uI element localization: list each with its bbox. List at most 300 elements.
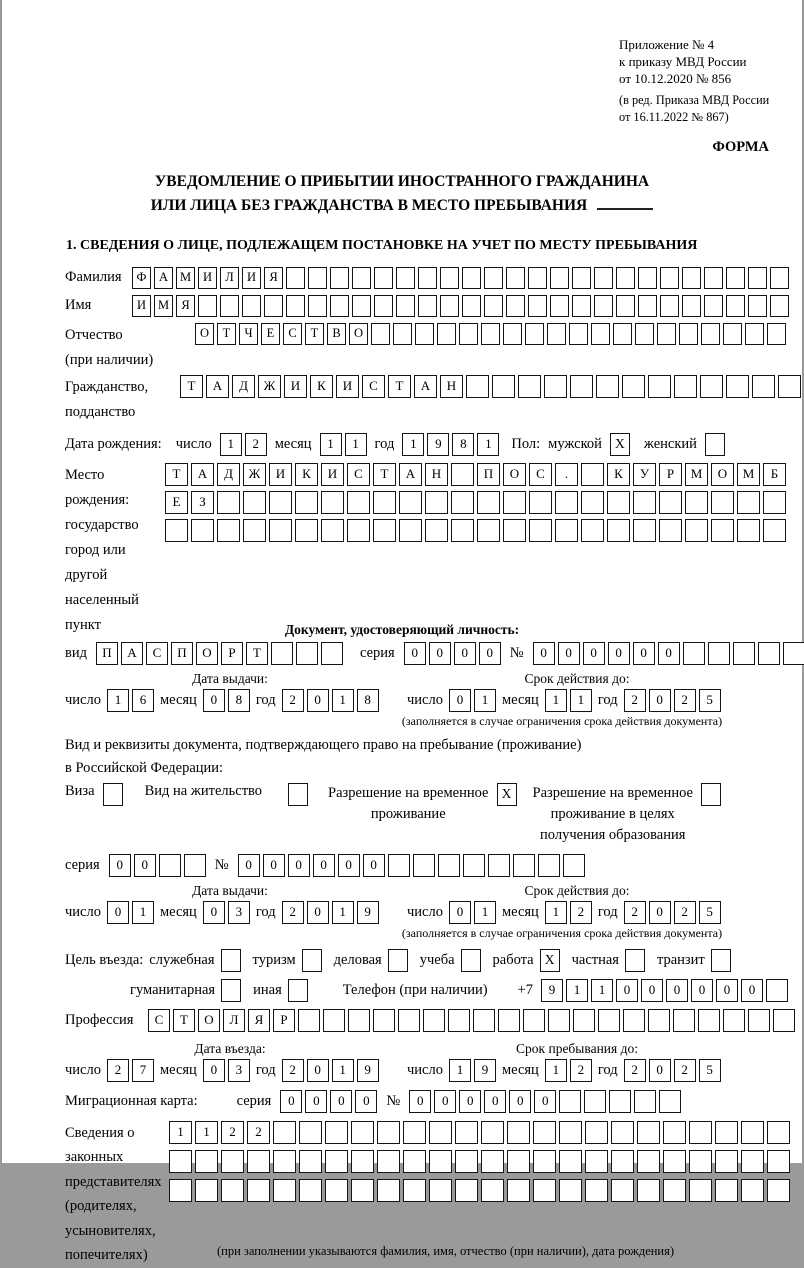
residence-permit-checkbox[interactable] <box>288 783 308 806</box>
char-box[interactable] <box>159 854 181 877</box>
identity-kind-input[interactable] <box>96 642 343 665</box>
char-box[interactable]: 1 <box>449 1059 471 1082</box>
char-box[interactable] <box>533 1150 556 1173</box>
char-box[interactable]: 1 <box>591 979 613 1002</box>
char-box[interactable] <box>429 1150 452 1173</box>
char-box[interactable] <box>351 1179 374 1202</box>
char-box[interactable]: 0 <box>429 642 451 665</box>
char-box[interactable]: 2 <box>570 1059 592 1082</box>
entry-month[interactable] <box>203 1059 250 1082</box>
char-box[interactable] <box>477 491 500 514</box>
purpose-option-checkbox[interactable] <box>711 949 731 972</box>
char-box[interactable] <box>555 519 578 542</box>
char-box[interactable]: 2 <box>221 1121 244 1144</box>
char-box[interactable]: Д <box>232 375 255 398</box>
char-box[interactable] <box>609 1090 631 1113</box>
char-box[interactable]: 0 <box>583 642 605 665</box>
char-box[interactable]: Л <box>223 1009 245 1032</box>
char-box[interactable] <box>481 1150 504 1173</box>
char-box[interactable]: Е <box>165 491 188 514</box>
char-box[interactable]: 0 <box>330 1090 352 1113</box>
char-box[interactable] <box>679 323 698 345</box>
char-box[interactable] <box>767 1150 790 1173</box>
char-box[interactable] <box>488 854 510 877</box>
char-box[interactable] <box>708 642 730 665</box>
char-box[interactable] <box>689 1121 712 1144</box>
char-box[interactable] <box>462 267 481 289</box>
stay-day[interactable] <box>449 1059 496 1082</box>
char-box[interactable] <box>591 323 610 345</box>
char-box[interactable]: 1 <box>474 689 496 712</box>
char-box[interactable] <box>506 267 525 289</box>
char-box[interactable] <box>169 1179 192 1202</box>
char-box[interactable]: З <box>191 491 214 514</box>
char-box[interactable] <box>373 491 396 514</box>
char-box[interactable]: С <box>146 642 168 665</box>
char-box[interactable]: 0 <box>484 1090 506 1113</box>
char-box[interactable] <box>528 295 547 317</box>
char-box[interactable] <box>473 1009 495 1032</box>
char-box[interactable] <box>455 1121 478 1144</box>
char-box[interactable]: М <box>737 463 760 486</box>
char-box[interactable] <box>596 375 619 398</box>
char-box[interactable]: С <box>362 375 385 398</box>
char-box[interactable] <box>569 323 588 345</box>
stay-month[interactable] <box>545 1059 592 1082</box>
char-box[interactable] <box>737 519 760 542</box>
char-box[interactable]: И <box>321 463 344 486</box>
char-box[interactable]: А <box>414 375 437 398</box>
char-box[interactable]: 0 <box>641 979 663 1002</box>
entry-day[interactable] <box>107 1059 154 1082</box>
char-box[interactable] <box>498 1009 520 1032</box>
char-box[interactable]: 0 <box>355 1090 377 1113</box>
char-box[interactable]: 0 <box>307 1059 329 1082</box>
char-box[interactable]: 0 <box>307 901 329 924</box>
char-box[interactable]: . <box>555 463 578 486</box>
char-box[interactable] <box>184 854 206 877</box>
char-box[interactable] <box>484 295 503 317</box>
char-box[interactable]: 5 <box>699 1059 721 1082</box>
char-box[interactable] <box>507 1179 530 1202</box>
char-box[interactable]: 9 <box>474 1059 496 1082</box>
char-box[interactable] <box>347 519 370 542</box>
char-box[interactable] <box>559 1150 582 1173</box>
char-box[interactable] <box>399 491 422 514</box>
char-box[interactable]: 0 <box>608 642 630 665</box>
char-box[interactable] <box>559 1179 582 1202</box>
char-box[interactable] <box>529 491 552 514</box>
char-box[interactable] <box>548 1009 570 1032</box>
char-box[interactable]: 2 <box>282 689 304 712</box>
birthplace-row2-input[interactable] <box>165 491 786 514</box>
char-box[interactable] <box>321 519 344 542</box>
char-box[interactable] <box>663 1121 686 1144</box>
char-box[interactable]: Т <box>165 463 188 486</box>
char-box[interactable] <box>321 642 343 665</box>
char-box[interactable] <box>711 491 734 514</box>
char-box[interactable] <box>507 1150 530 1173</box>
char-box[interactable]: П <box>171 642 193 665</box>
char-box[interactable]: 0 <box>404 642 426 665</box>
char-box[interactable]: 2 <box>674 689 696 712</box>
char-box[interactable] <box>373 1009 395 1032</box>
char-box[interactable]: 1 <box>402 433 424 456</box>
char-box[interactable] <box>715 1179 738 1202</box>
char-box[interactable]: К <box>310 375 333 398</box>
char-box[interactable] <box>451 519 474 542</box>
char-box[interactable] <box>413 854 435 877</box>
char-box[interactable] <box>637 1150 660 1173</box>
char-box[interactable] <box>351 1121 374 1144</box>
char-box[interactable] <box>507 1121 530 1144</box>
char-box[interactable] <box>559 1121 582 1144</box>
char-box[interactable] <box>726 267 745 289</box>
char-box[interactable] <box>481 1179 504 1202</box>
char-box[interactable]: И <box>284 375 307 398</box>
char-box[interactable]: Р <box>273 1009 295 1032</box>
char-box[interactable] <box>723 323 742 345</box>
entry-year[interactable] <box>282 1059 379 1082</box>
char-box[interactable]: 0 <box>741 979 763 1002</box>
char-box[interactable] <box>440 295 459 317</box>
char-box[interactable]: А <box>154 267 173 289</box>
char-box[interactable] <box>663 1179 686 1202</box>
char-box[interactable] <box>648 375 671 398</box>
char-box[interactable]: 0 <box>649 1059 671 1082</box>
char-box[interactable]: С <box>148 1009 170 1032</box>
char-box[interactable] <box>440 267 459 289</box>
identity-valid-day[interactable] <box>449 689 496 712</box>
char-box[interactable] <box>393 323 412 345</box>
char-box[interactable]: 0 <box>633 642 655 665</box>
purpose-option-checkbox[interactable]: X <box>540 949 560 972</box>
char-box[interactable]: 0 <box>288 854 310 877</box>
identity-valid-month[interactable] <box>545 689 592 712</box>
char-box[interactable]: И <box>198 267 217 289</box>
char-box[interactable] <box>374 295 393 317</box>
char-box[interactable] <box>570 375 593 398</box>
char-box[interactable]: 0 <box>107 901 129 924</box>
char-box[interactable] <box>758 642 780 665</box>
char-box[interactable]: П <box>477 463 500 486</box>
char-box[interactable]: Т <box>246 642 268 665</box>
char-box[interactable]: О <box>195 323 214 345</box>
char-box[interactable]: 1 <box>474 901 496 924</box>
char-box[interactable] <box>466 375 489 398</box>
char-box[interactable] <box>374 267 393 289</box>
char-box[interactable]: У <box>633 463 656 486</box>
char-box[interactable] <box>325 1121 348 1144</box>
char-box[interactable] <box>572 295 591 317</box>
char-box[interactable]: 0 <box>716 979 738 1002</box>
char-box[interactable]: 0 <box>203 901 225 924</box>
char-box[interactable] <box>657 323 676 345</box>
char-box[interactable]: И <box>132 295 151 317</box>
char-box[interactable] <box>403 1179 426 1202</box>
char-box[interactable] <box>659 491 682 514</box>
char-box[interactable] <box>766 979 788 1002</box>
char-box[interactable] <box>611 1179 634 1202</box>
char-box[interactable]: Р <box>221 642 243 665</box>
char-box[interactable] <box>685 519 708 542</box>
char-box[interactable]: 1 <box>169 1121 192 1144</box>
char-box[interactable]: Н <box>425 463 448 486</box>
char-box[interactable] <box>763 519 786 542</box>
char-box[interactable] <box>559 1090 581 1113</box>
char-box[interactable] <box>607 519 630 542</box>
char-box[interactable] <box>221 1179 244 1202</box>
char-box[interactable] <box>555 491 578 514</box>
char-box[interactable] <box>298 1009 320 1032</box>
char-box[interactable]: С <box>283 323 302 345</box>
char-box[interactable]: 2 <box>674 1059 696 1082</box>
char-box[interactable] <box>195 1179 218 1202</box>
char-box[interactable] <box>550 267 569 289</box>
char-box[interactable] <box>613 323 632 345</box>
char-box[interactable]: Т <box>373 463 396 486</box>
char-box[interactable] <box>269 519 292 542</box>
char-box[interactable] <box>533 1179 556 1202</box>
char-box[interactable] <box>484 267 503 289</box>
char-box[interactable] <box>748 1009 770 1032</box>
char-box[interactable]: 0 <box>338 854 360 877</box>
char-box[interactable]: А <box>191 463 214 486</box>
char-box[interactable] <box>308 267 327 289</box>
char-box[interactable]: 2 <box>624 1059 646 1082</box>
char-box[interactable]: М <box>154 295 173 317</box>
char-box[interactable]: 0 <box>313 854 335 877</box>
char-box[interactable] <box>295 491 318 514</box>
char-box[interactable] <box>616 295 635 317</box>
char-box[interactable] <box>273 1150 296 1173</box>
char-box[interactable] <box>611 1150 634 1173</box>
char-box[interactable] <box>247 1150 270 1173</box>
char-box[interactable]: 0 <box>558 642 580 665</box>
char-box[interactable] <box>459 323 478 345</box>
char-box[interactable]: 1 <box>107 689 129 712</box>
char-box[interactable]: 0 <box>691 979 713 1002</box>
char-box[interactable] <box>352 267 371 289</box>
char-box[interactable] <box>634 1090 656 1113</box>
char-box[interactable]: А <box>206 375 229 398</box>
birthdate-day-input[interactable] <box>220 433 267 456</box>
birthplace-row1-input[interactable] <box>165 463 786 486</box>
citizenship-input[interactable] <box>180 375 801 398</box>
char-box[interactable] <box>685 491 708 514</box>
char-box[interactable] <box>770 295 789 317</box>
char-box[interactable]: 0 <box>449 689 471 712</box>
char-box[interactable] <box>242 295 261 317</box>
char-box[interactable]: 2 <box>247 1121 270 1144</box>
char-box[interactable]: Л <box>220 267 239 289</box>
char-box[interactable]: 1 <box>220 433 242 456</box>
char-box[interactable] <box>635 323 654 345</box>
char-box[interactable] <box>299 1179 322 1202</box>
char-box[interactable]: В <box>327 323 346 345</box>
char-box[interactable]: 8 <box>452 433 474 456</box>
char-box[interactable] <box>748 267 767 289</box>
char-box[interactable] <box>377 1121 400 1144</box>
char-box[interactable] <box>723 1009 745 1032</box>
char-box[interactable]: 1 <box>320 433 342 456</box>
char-box[interactable]: 0 <box>305 1090 327 1113</box>
char-box[interactable] <box>271 642 293 665</box>
representatives-row3-input[interactable] <box>169 1179 790 1202</box>
char-box[interactable] <box>523 1009 545 1032</box>
residence-valid-month[interactable] <box>545 901 592 924</box>
char-box[interactable] <box>525 323 544 345</box>
char-box[interactable] <box>741 1150 764 1173</box>
char-box[interactable]: 9 <box>357 901 379 924</box>
char-box[interactable] <box>352 295 371 317</box>
gender-female-checkbox[interactable] <box>705 433 725 456</box>
char-box[interactable] <box>399 519 422 542</box>
stay-year[interactable] <box>624 1059 721 1082</box>
char-box[interactable] <box>463 854 485 877</box>
birthdate-year-input[interactable] <box>402 433 499 456</box>
char-box[interactable]: 2 <box>624 901 646 924</box>
phone-input[interactable] <box>541 979 788 1002</box>
char-box[interactable]: Ж <box>243 463 266 486</box>
char-box[interactable] <box>584 1090 606 1113</box>
temp-residence-checkbox[interactable]: X <box>497 783 517 806</box>
purpose-option-checkbox[interactable] <box>625 949 645 972</box>
char-box[interactable]: Я <box>248 1009 270 1032</box>
char-box[interactable]: 9 <box>427 433 449 456</box>
char-box[interactable]: 1 <box>332 901 354 924</box>
char-box[interactable]: 0 <box>280 1090 302 1113</box>
char-box[interactable] <box>682 267 701 289</box>
char-box[interactable]: 5 <box>699 901 721 924</box>
char-box[interactable]: 6 <box>132 689 154 712</box>
char-box[interactable] <box>550 295 569 317</box>
char-box[interactable] <box>689 1150 712 1173</box>
char-box[interactable] <box>659 519 682 542</box>
char-box[interactable] <box>371 323 390 345</box>
char-box[interactable] <box>767 1179 790 1202</box>
char-box[interactable] <box>611 1121 634 1144</box>
char-box[interactable] <box>396 295 415 317</box>
char-box[interactable] <box>455 1179 478 1202</box>
char-box[interactable]: 5 <box>699 689 721 712</box>
char-box[interactable] <box>273 1179 296 1202</box>
char-box[interactable]: П <box>96 642 118 665</box>
char-box[interactable]: 0 <box>616 979 638 1002</box>
char-box[interactable]: О <box>503 463 526 486</box>
char-box[interactable]: С <box>529 463 552 486</box>
char-box[interactable] <box>529 519 552 542</box>
migration-number-input[interactable] <box>409 1090 681 1113</box>
residence-valid-year[interactable] <box>624 901 721 924</box>
purpose-option-checkbox[interactable] <box>388 949 408 972</box>
char-box[interactable] <box>198 295 217 317</box>
char-box[interactable]: 0 <box>203 689 225 712</box>
char-box[interactable] <box>663 1150 686 1173</box>
char-box[interactable]: 2 <box>245 433 267 456</box>
char-box[interactable]: 0 <box>658 642 680 665</box>
char-box[interactable]: 1 <box>545 1059 567 1082</box>
char-box[interactable] <box>659 1090 681 1113</box>
char-box[interactable] <box>682 295 701 317</box>
purpose-option-checkbox[interactable] <box>221 949 241 972</box>
char-box[interactable] <box>264 295 283 317</box>
char-box[interactable]: Т <box>173 1009 195 1032</box>
char-box[interactable] <box>418 295 437 317</box>
char-box[interactable] <box>448 1009 470 1032</box>
char-box[interactable]: 1 <box>545 689 567 712</box>
char-box[interactable] <box>573 1009 595 1032</box>
char-box[interactable] <box>563 854 585 877</box>
char-box[interactable] <box>538 854 560 877</box>
char-box[interactable]: 0 <box>134 854 156 877</box>
birthplace-row3-input[interactable] <box>165 519 786 542</box>
char-box[interactable]: 2 <box>282 1059 304 1082</box>
char-box[interactable]: А <box>399 463 422 486</box>
char-box[interactable]: Р <box>659 463 682 486</box>
char-box[interactable] <box>455 1150 478 1173</box>
char-box[interactable] <box>415 323 434 345</box>
char-box[interactable] <box>745 323 764 345</box>
char-box[interactable] <box>581 463 604 486</box>
char-box[interactable] <box>403 1150 426 1173</box>
char-box[interactable] <box>528 267 547 289</box>
char-box[interactable] <box>726 375 749 398</box>
identity-issue-month[interactable] <box>203 689 250 712</box>
char-box[interactable]: Т <box>217 323 236 345</box>
char-box[interactable] <box>638 267 657 289</box>
char-box[interactable] <box>295 519 318 542</box>
char-box[interactable]: 1 <box>545 901 567 924</box>
purpose-option-checkbox[interactable] <box>288 979 308 1002</box>
char-box[interactable]: К <box>295 463 318 486</box>
char-box[interactable] <box>585 1150 608 1173</box>
char-box[interactable]: 1 <box>566 979 588 1002</box>
char-box[interactable] <box>325 1179 348 1202</box>
char-box[interactable]: 3 <box>228 1059 250 1082</box>
char-box[interactable]: 8 <box>228 689 250 712</box>
char-box[interactable] <box>637 1179 660 1202</box>
char-box[interactable]: Е <box>261 323 280 345</box>
representatives-row1-input[interactable] <box>169 1121 790 1144</box>
char-box[interactable]: 0 <box>649 901 671 924</box>
char-box[interactable]: 1 <box>332 689 354 712</box>
char-box[interactable]: 2 <box>107 1059 129 1082</box>
char-box[interactable] <box>286 267 305 289</box>
char-box[interactable] <box>347 491 370 514</box>
firstname-input[interactable] <box>132 295 789 317</box>
char-box[interactable] <box>637 1121 660 1144</box>
char-box[interactable] <box>763 491 786 514</box>
char-box[interactable]: Т <box>388 375 411 398</box>
char-box[interactable]: 0 <box>449 901 471 924</box>
char-box[interactable]: 0 <box>409 1090 431 1113</box>
char-box[interactable] <box>704 267 723 289</box>
char-box[interactable] <box>299 1121 322 1144</box>
char-box[interactable] <box>373 519 396 542</box>
char-box[interactable]: О <box>198 1009 220 1032</box>
char-box[interactable] <box>733 642 755 665</box>
char-box[interactable] <box>451 463 474 486</box>
char-box[interactable] <box>770 267 789 289</box>
char-box[interactable]: Я <box>176 295 195 317</box>
char-box[interactable] <box>715 1121 738 1144</box>
representatives-row2-input[interactable] <box>169 1150 790 1173</box>
char-box[interactable] <box>737 491 760 514</box>
char-box[interactable] <box>715 1150 738 1173</box>
char-box[interactable] <box>518 375 541 398</box>
char-box[interactable] <box>195 1150 218 1173</box>
